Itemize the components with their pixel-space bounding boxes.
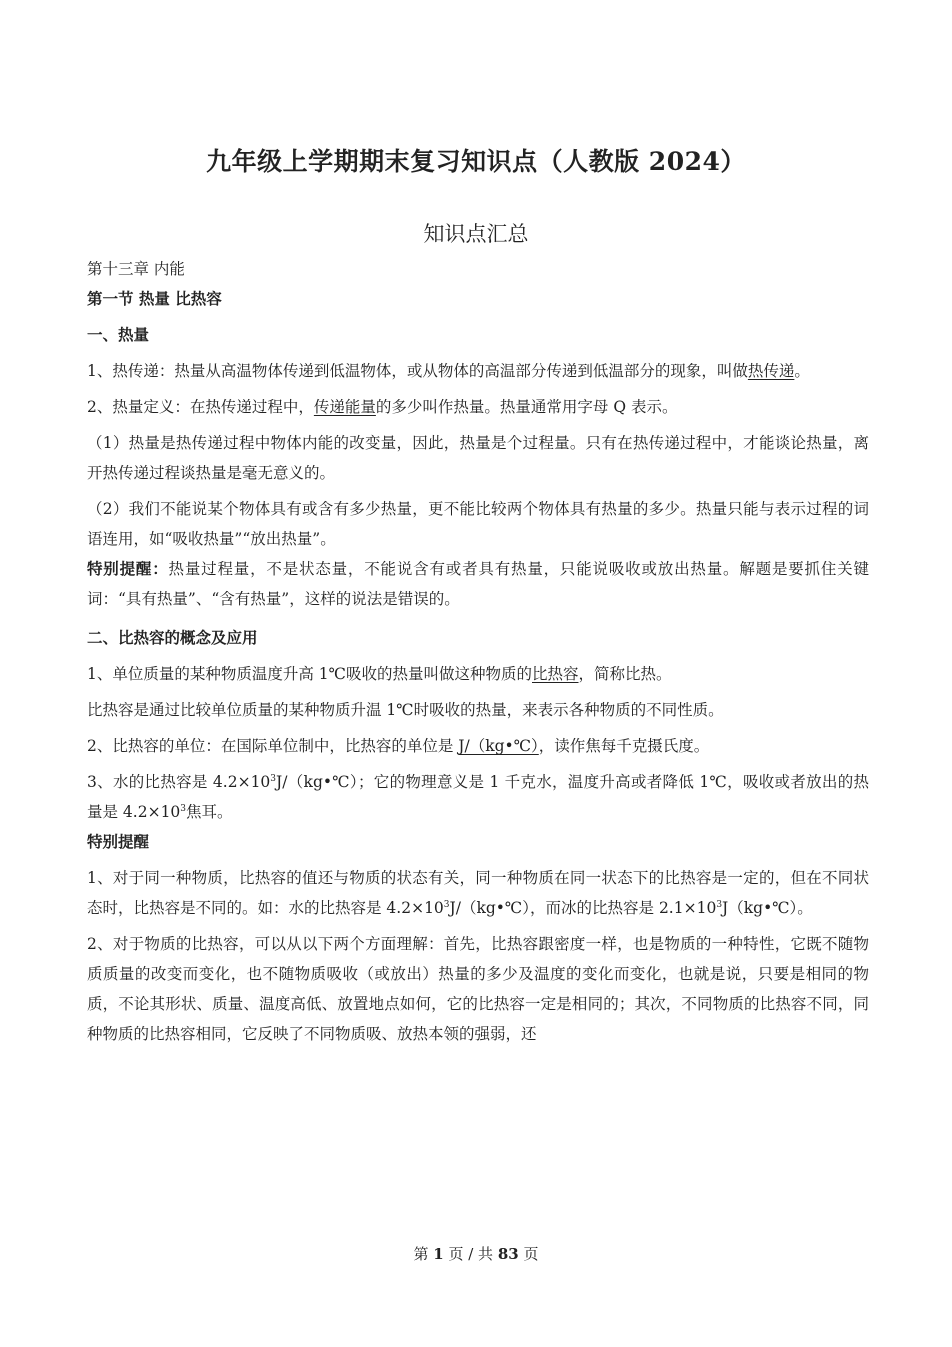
text: 3、水的比热容是 4.2×10 <box>87 773 271 791</box>
text: 。 <box>794 362 810 380</box>
text: 焦耳。 <box>186 803 233 821</box>
paragraph-heat-definition <box>87 392 869 422</box>
text: J/（kg•℃），而冰的比热容是 2.1×10 <box>449 899 717 917</box>
paragraph-note-1: （1）热量是热传递过程中物体内能的改变量，因此，热量是个过程量。只有在热传递过程中，才能谈论热量，离开热传递过程谈热量是毫无意义的。 <box>87 434 869 482</box>
text: 1、热传递：热量从高温物体传递到低温物体，或从物体的高温部分传递到低温部分的现象，叫做 <box>87 362 748 380</box>
text: 1、单位质量的某种物质温度升高 1℃吸收的热量叫做这种物质的 <box>87 665 532 683</box>
tip-label: 特别提醒： <box>87 559 169 578</box>
footer-text: 第 <box>413 1245 434 1263</box>
paragraph-specific-heat-unit <box>87 731 869 761</box>
text: J（kg•℃）。 <box>722 899 813 917</box>
superscript: 3 <box>443 900 450 910</box>
footer-text: 页 / 共 <box>443 1245 498 1263</box>
paragraph-tip-1 <box>87 554 869 614</box>
text: ，读作焦每千克摄氏度。 <box>538 737 710 755</box>
paragraph-specific-heat-def <box>87 659 869 689</box>
paragraph-specific-heat-understanding: 2、对于物质的比热容，可以从以下两个方面理解：首先，比热容跟密度一样，也是物质的一种特性，它既不随物质质量的改变而变化，也不随物质吸收（或放出）热量的多少及温度的变化而变化，也就是说，只要是相同的物质，不论其形状、质量、温度高低、放置地点如何，它的比热容一定是相同的；其次，不同物质的比热容不同，同种物质的比热容相同，它反映了不同物质吸、放热本领的强弱，还 <box>87 935 869 1043</box>
superscript: 3 <box>270 774 277 784</box>
tip-2-heading: 特别提醒 <box>87 832 150 851</box>
heading-heat: 一、热量 <box>87 325 150 344</box>
superscript: 3 <box>180 804 187 814</box>
paragraph-note-2: （2）我们不能说某个物体具有或含有多少热量，更不能比较两个物体具有热量的多少。热量只能与表示过程的词语连用，如“吸收热量”“放出热量”。 <box>87 500 869 548</box>
paragraph-heat-transfer <box>87 356 869 386</box>
text: 的多少叫作热量。热量通常用字母 Q 表示。 <box>375 398 678 416</box>
text: 2、热量定义：在热传递过程中， <box>87 398 314 416</box>
underlined-term: 热传递 <box>747 362 795 380</box>
page-number: 1 <box>433 1245 444 1263</box>
text: 1、对于同一种物质，比热容的值还与物质的状态有关，同一种物质在同一状态下的比热容是一定的，但在不同状态时，比热容是不同的。如：水的比热容是 4.2×10 <box>87 869 869 917</box>
paragraph-water-specific-heat <box>87 767 869 827</box>
text: 2、比热容的单位：在国际单位制中，比热容的单位是 <box>87 737 459 755</box>
text: ，简称比热。 <box>578 665 672 683</box>
underlined-term: 比热容 <box>532 665 579 683</box>
chapter-heading: 第十三章 内能 <box>87 260 185 278</box>
document-subtitle: 知识点汇总 <box>423 222 529 246</box>
underlined-term: 传递能量 <box>313 398 376 416</box>
text: 热量过程量，不是状态量，不能说含有或者具有热量，只能说吸收或放出热量。解题是要抓住关键词：“具有热量”、“含有热量”，这样的说法是错误的。 <box>87 560 869 608</box>
document-body <box>87 254 869 1049</box>
footer-text: 页 <box>518 1245 539 1263</box>
text: J/（kg•℃）；它的物理意义是 1 千克水，温度升高或者降低 1℃，吸收或者放出的热量是 4.2×10 <box>87 773 870 821</box>
paragraph-specific-heat-meaning: 比热容是通过比较单位质量的某种物质升温 1℃时吸收的热量，来表示各种物质的不同性质。 <box>87 701 724 719</box>
superscript: 3 <box>716 900 723 910</box>
page-footer <box>0 1243 952 1264</box>
underlined-term: J/（kg•℃） <box>458 737 539 755</box>
section-heading: 第一节 热量 比热容 <box>87 289 222 308</box>
total-pages: 83 <box>497 1245 519 1263</box>
document-title: 九年级上学期期末复习知识点（人教版 2024） <box>206 147 746 176</box>
heading-specific-heat: 二、比热容的概念及应用 <box>87 628 258 647</box>
paragraph-state-dependence <box>87 863 869 923</box>
